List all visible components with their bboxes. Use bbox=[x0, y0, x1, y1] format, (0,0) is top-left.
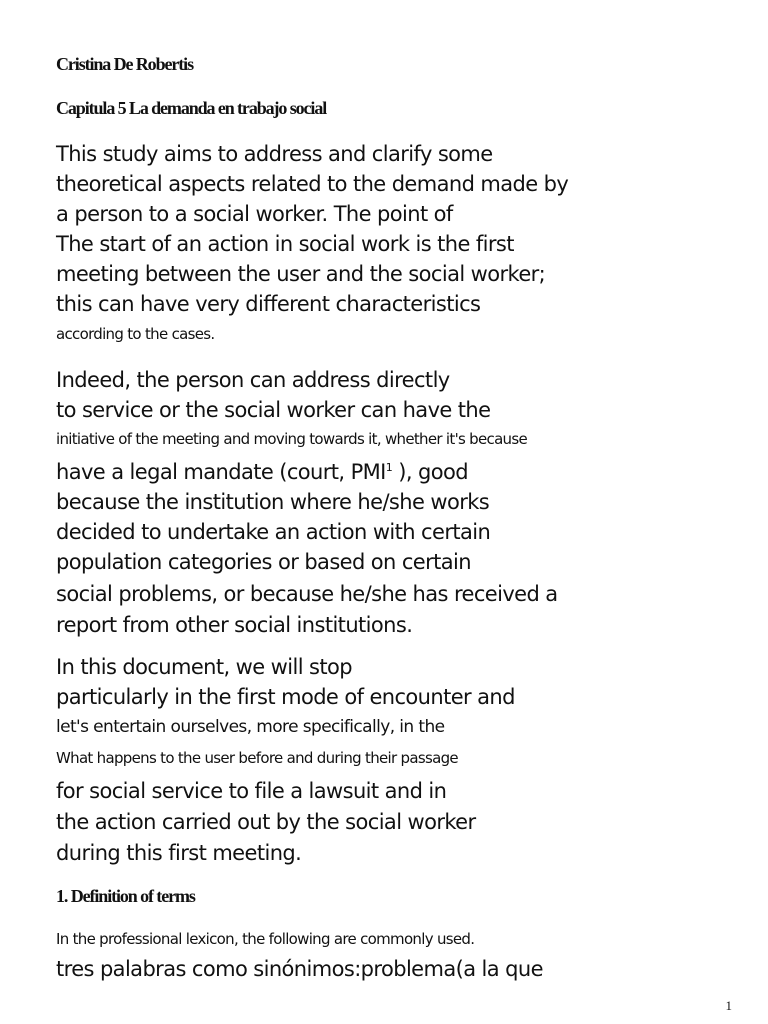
chapter-title: Capitula 5 La demanda en trabajo social bbox=[56, 98, 327, 118]
paragraph-line: In the professional lexicon, the following are commonly used. bbox=[56, 930, 475, 948]
paragraph-line: theoretical aspects related to the demand made by bbox=[56, 172, 569, 196]
paragraph-line: particularly in the first mode of encounter and bbox=[56, 685, 515, 709]
paragraph-line: this can have very different characteristics bbox=[56, 292, 481, 316]
paragraph-line: What happens to the user before and during their passage bbox=[56, 749, 458, 767]
paragraph-line: a person to a social worker. The point of bbox=[56, 202, 453, 226]
paragraph-line: decided to undertake an action with certain bbox=[56, 520, 491, 544]
paragraph-line: during this first meeting. bbox=[56, 841, 302, 865]
paragraph-line: according to the cases. bbox=[56, 325, 215, 343]
paragraph-line: the action carried out by the social worker bbox=[56, 810, 476, 834]
paragraph-line: report from other social institutions. bbox=[56, 613, 413, 637]
paragraph-line: The start of an action in social work is the first bbox=[56, 232, 514, 256]
paragraph-line: Indeed, the person can address directly bbox=[56, 368, 450, 392]
section-heading: 1. Definition of terms bbox=[56, 886, 195, 906]
paragraph-line: initiative of the meeting and moving towards it, whether it's because bbox=[56, 430, 528, 448]
paragraph-line: meeting between the user and the social worker; bbox=[56, 262, 546, 286]
paragraph-line bbox=[56, 460, 468, 484]
paragraph-line: let's entertain ourselves, more specifically, in the bbox=[56, 717, 445, 737]
paragraph-line: population categories or based on certain bbox=[56, 550, 471, 574]
paragraph-line: because the institution where he/she works bbox=[56, 490, 490, 514]
footnote-mark[interactable]: 1 bbox=[385, 461, 393, 474]
paragraph-line-tail: ), good bbox=[392, 460, 468, 484]
paragraph-line: to service or the social worker can have the bbox=[56, 398, 491, 422]
paragraph-line: for social service to file a lawsuit and in bbox=[56, 779, 447, 803]
paragraph-line: This study aims to address and clarify some bbox=[56, 142, 493, 166]
author-name: Cristina De Robertis bbox=[56, 54, 193, 74]
paragraph-line: tres palabras como sinónimos:problema(a la que bbox=[56, 957, 543, 981]
paragraph-line: In this document, we will stop bbox=[56, 655, 352, 679]
paragraph-line-text: have a legal mandate (court, PMI bbox=[56, 460, 386, 484]
page-number: 1 bbox=[725, 998, 732, 1013]
paragraph-line: social problems, or because he/she has received a bbox=[56, 582, 558, 606]
